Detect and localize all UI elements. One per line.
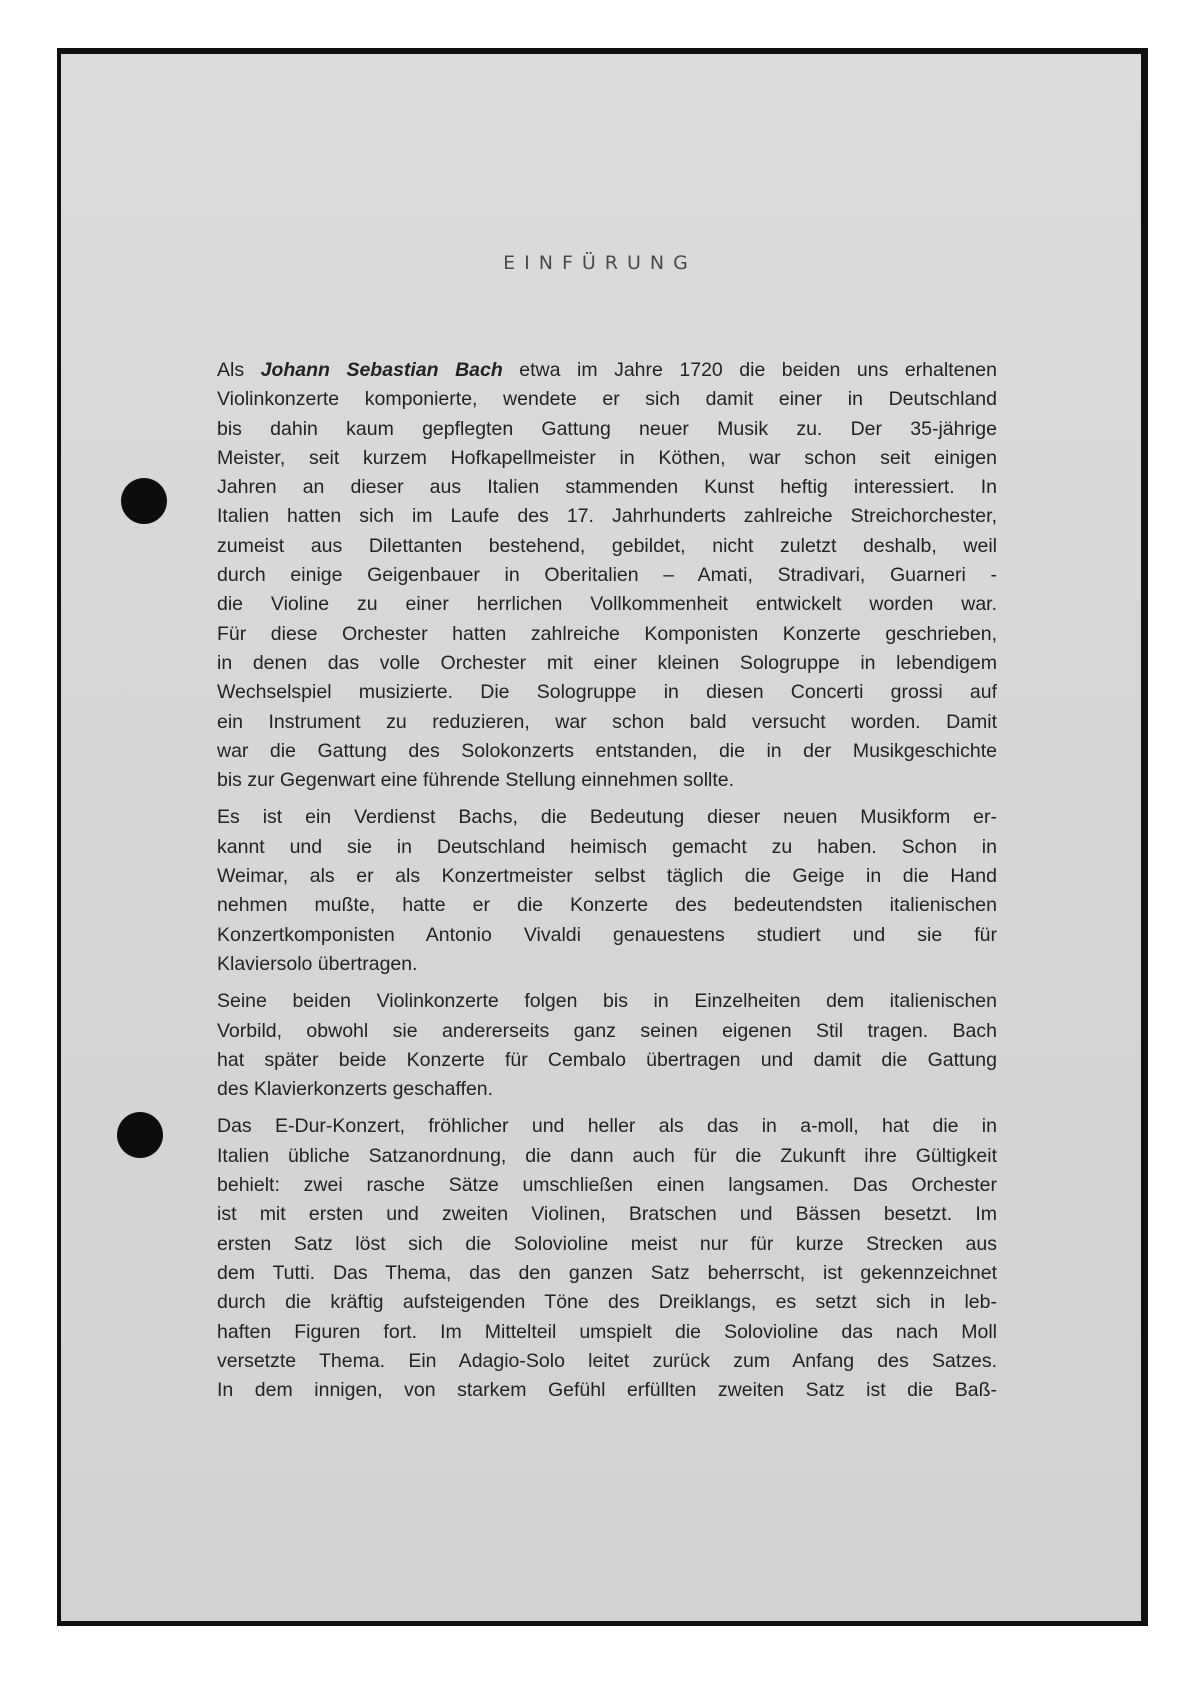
text-line: die Violine zu einer herrlichen Vollkommenheit entwickelt worden war. [217, 593, 997, 616]
text-line: durch die kräftig aufsteigenden Töne des Dreiklangs, es setzt sich in leb- [217, 1291, 997, 1314]
text-line: nehmen mußte, hatte er die Konzerte des bedeutendsten italienischen [217, 894, 997, 917]
page-title: EINFÜRUNG [503, 252, 697, 274]
text-line: Klaviersolo übertragen. [217, 952, 418, 975]
text-line: Vorbild, obwohl sie andererseits ganz seinen eigenen Stil tragen. Bach [217, 1019, 997, 1042]
text-line: Es ist ein Verdienst Bachs, die Bedeutung dieser neuen Musikform er- [217, 806, 997, 829]
paragraph [217, 1112, 997, 1405]
text-line: war die Gattung des Solokonzerts entstanden, die in der Musikgeschichte [217, 739, 997, 762]
text-segment: Als [217, 359, 261, 381]
text-line: In dem innigen, von starkem Gefühl erfüllten zweiten Satz ist die Baß- [217, 1379, 997, 1402]
text-line: Das E-Dur-Konzert, fröhlicher und heller als das in a-moll, hat die in [217, 1115, 997, 1138]
text-line: kannt und sie in Deutschland heimisch gemacht zu haben. Schon in [217, 835, 997, 858]
text-line: ersten Satz löst sich die Solovioline meist nur für kurze Strecken aus [217, 1232, 997, 1255]
text-line: zumeist aus Dilettanten bestehend, gebildet, nicht zuletzt deshalb, weil [217, 534, 997, 557]
text-line: durch einige Geigenbauer in Oberitalien – Amati, Stradivari, Guarneri - [217, 564, 997, 587]
paragraph [217, 803, 997, 979]
text-line: Italien hatten sich im Laufe des 17. Jahrhunderts zahlreiche Streichorchester, [217, 505, 997, 528]
text-line: des Klavierkonzerts geschaffen. [217, 1078, 494, 1101]
text-line: Weimar, als er als Konzertmeister selbst täglich die Geige in die Hand [217, 865, 997, 888]
text-line: haften Figuren fort. Im Mittelteil umspielt die Solovioline das nach Moll [217, 1320, 997, 1343]
text-line: Für diese Orchester hatten zahlreiche Komponisten Konzerte geschrieben, [217, 622, 997, 645]
body-text [217, 356, 997, 1413]
text-line: hat später beide Konzerte für Cembalo übertragen und damit die Gattung [217, 1048, 997, 1071]
text-line: Meister, seit kurzem Hofkapellmeister in Köthen, war schon seit einigen [217, 446, 997, 469]
punch-hole-top [121, 478, 167, 524]
text-line: Wechselspiel musizierte. Die Sologruppe in diesen Concerti grossi auf [217, 681, 997, 704]
text-line: ist mit ersten und zweiten Violinen, Bratschen und Bässen besetzt. Im [217, 1203, 997, 1226]
punch-hole-bottom [117, 1112, 163, 1158]
text-line [217, 356, 997, 385]
text-line: in denen das volle Orchester mit einer kleinen Sologruppe in lebendigem [217, 651, 997, 674]
text-line: behielt: zwei rasche Sätze umschließen einen langsamen. Das Orchester [217, 1174, 997, 1197]
paragraph [217, 987, 997, 1104]
composer-name: Johann Sebastian Bach [260, 359, 503, 381]
text-line: Violinkonzerte komponierte, wendete er sich damit einer in Deutschland [217, 388, 997, 411]
text-line: dem Tutti. Das Thema, das den ganzen Satz beherrscht, ist gekennzeichnet [217, 1261, 997, 1284]
text-segment: etwa im Jahre 1720 die beiden uns erhaltenen [502, 359, 997, 381]
text-line: Jahren an dieser aus Italien stammenden Kunst heftig interessiert. In [217, 476, 997, 499]
text-line: ein Instrument zu reduzieren, war schon bald versucht worden. Damit [217, 710, 997, 733]
text-line: Konzertkomponisten Antonio Vivaldi genauestens studiert und sie für [217, 923, 997, 946]
text-line: bis zur Gegenwart eine führende Stellung einnehmen sollte. [217, 769, 735, 792]
text-line: bis dahin kaum gepflegten Gattung neuer Musik zu. Der 35-jährige [217, 417, 997, 440]
text-line: Italien übliche Satzanordnung, die dann auch für die Zukunft ihre Gültigkeit [217, 1144, 997, 1167]
paragraph [217, 356, 997, 795]
text-line: Seine beiden Violinkonzerte folgen bis in Einzelheiten dem italienischen [217, 990, 997, 1013]
text-line: versetzte Thema. Ein Adagio-Solo leitet zurück zum Anfang des Satzes. [217, 1349, 997, 1372]
